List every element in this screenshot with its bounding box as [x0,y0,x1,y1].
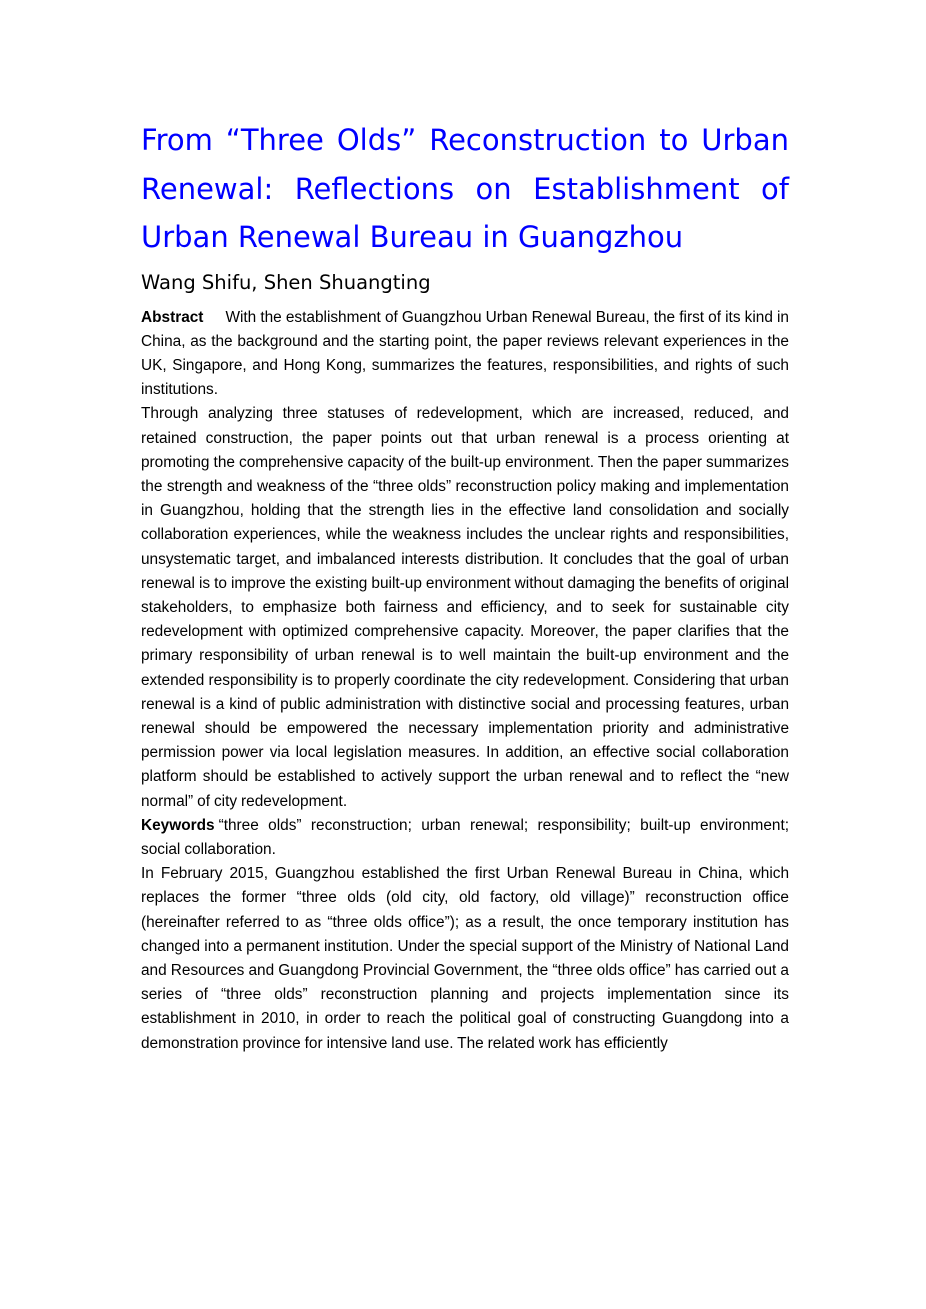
article-authors: Wang Shifu, Shen Shuangting [141,270,431,294]
keywords-paragraph [141,814,789,862]
keywords-label: Keywords [141,816,215,834]
document-page [141,116,789,1056]
abstract-paragraph [141,306,789,403]
intro-paragraph: In February 2015, Guangzhou established the first Urban Renewal Bureau in China, which replaces the former “three olds (old city, old factory, old village)” reconstruction office (hereinafter referred to as “three olds office”); as a result, the once temporary institution has changed into a permanent institution. Under the special support of the Ministry of National Land and Resources and Guangdong Provincial Government, the “three olds office” has carried out a series of “three olds” reconstruction planning and projects implementation since its establishment in 2010, in order to reach the political goal of constructing Guangdong into a demonstration province for intensive land use. The related work has efficiently [141,865,789,1052]
abstract-label: Abstract [141,308,204,326]
keywords-text: “three olds” reconstruction; urban renewal; responsibility; built-up environment; social collaboration. [141,816,789,858]
abstract-text-1: With the establishment of Guangzhou Urban Renewal Bureau, the first of its kind in China, as the background and the starting point, the paper reviews relevant experiences in the UK, Singapore, and Hong Kong, summarizes the features, responsibilities, and rights of such institutions. [141,308,789,399]
article-title: From “Three Olds” Reconstruction to Urban Renewal: Reflections on Establishment of Urban Renewal Bureau in Guangzhou [141,123,789,254]
abstract-paragraph-2: Through analyzing three statuses of redevelopment, which are increased, reduced, and retained construction, the paper points out that urban renewal is a process orienting at promoting the comprehensive capacity of the built-up environment. Then the paper summarizes the strength and weakness of the “three olds” reconstruction policy making and implementation in Guangzhou, holding that the strength lies in the effective land consolidation and socially collaboration experiences, while the weakness includes the unclear rights and responsibilities, unsystematic target, and imbalanced interests distribution. It concludes that the goal of urban renewal is to improve the existing built-up environment without damaging the benefits of original stakeholders, to emphasize both fairness and efficiency, and to seek for sustainable city redevelopment with optimized comprehensive capacity. Moreover, the paper clarifies that the primary responsibility of urban renewal is to well maintain the built-up environment and the extended responsibility is to properly coordinate the city redevelopment. Considering that urban renewal is a kind of public administration with distinctive social and processing features, urban renewal should be empowered the necessary implementation priority and administrative permission power via local legislation measures. In addition, an effective social collaboration platform should be established to actively support the urban renewal and to reflect the “new normal” of city redevelopment. [141,405,789,810]
